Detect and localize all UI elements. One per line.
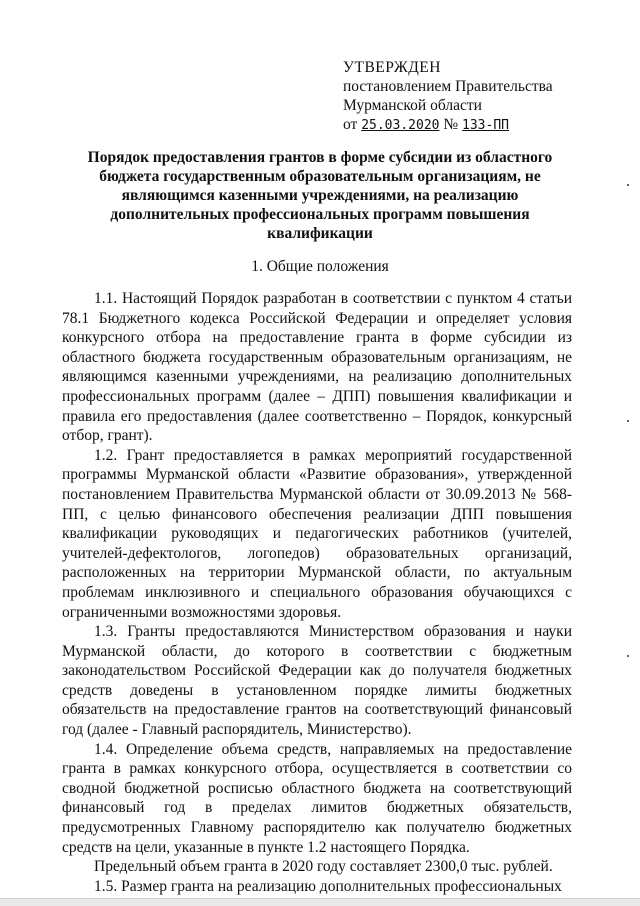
from-label: от (343, 116, 358, 133)
approval-number: 133-ПП (462, 118, 509, 133)
approval-line-1: постановлением Правительства (343, 78, 553, 95)
approval-date-line (343, 115, 603, 135)
paragraph-1-1: 1.1. Настоящий Порядок разработан в соответствии с пунктом 4 статьи 78.1 Бюджетного кодекса Российской Федерации и определяет условия конкурсного отбора на предоставление гранта в форме субсидии из областного бюджета государственным образовательным организациям, не являющимся казенными учреждениями, на реализацию дополнительных профессиональных программ (далее – ДПП) повышения квалификации и правила его предоставления (далее соответственно – Порядок, конкурсный отбор, грант). (62, 290, 572, 445)
approval-line-2: Мурманской области (343, 97, 482, 114)
paragraph-1-2: 1.2. Грант предоставляется в рамках мероприятий государственной программы Мурманской области «Развитие образования», утвержденной постановлением Правительства Мурманской области от 30.09.2013 № 568-ПП, с целью финансового обеспечения реализации ДПП повышения квалификации руководящих и педагогических работников (учителей, учителей-дефектологов, логопедов) образовательных организаций, расположенных на территории Мурманской области, по актуальным проблемам инклюзивного и специального образования обучающихся с ограниченными возможностями здоровья. (62, 446, 572, 621)
document-title: Порядок предоставления грантов в форме субсидии из областного бюджета государственным образовательным организациям, не являющимся казенными учреждениями, на реализацию дополнительных профессиональных программ повышения квалификации (87, 149, 553, 242)
paragraph-limit: Предельный объем гранта в 2020 году составляет 2300,0 тыс. рублей. (94, 858, 553, 876)
paragraph-1-4: 1.4. Определение объема средств, направляемых на предоставление гранта в рамках конкурсного отбора, осуществляется в соответствии со сводной бюджетной росписью областного бюджета на соответствующий финансовый год в пределах лимитов бюджетных обязательств, предусмотренных Главному распорядителю как получателю бюджетных средств на цели, указанные в пункте 1.2 настоящего Порядка. (62, 740, 572, 856)
section-heading: 1. Общие положения (251, 258, 389, 275)
paragraph-1-5: 1.5. Размер гранта на реализацию дополнительных профессиональных (94, 877, 562, 895)
approval-word: УТВЕРЖДЕН (343, 59, 441, 76)
approval-date: 25.03.2020 (361, 118, 440, 133)
number-label: № (443, 116, 459, 133)
approval-stamp (343, 58, 603, 135)
paragraph-1-3: 1.3. Гранты предоставляются Министерством образования и науки Мурманской области, до которого в соответствии с бюджетным законодательством Российской Федерации как до получателя бюджетных средств доведены в установленном порядке лимиты бюджетных обязательств на предоставление грантов на соответствующий финансовый год (далее - Главный распорядитель, Министерство). (62, 623, 572, 739)
scan-mark (627, 420, 629, 422)
document-body (62, 289, 572, 896)
scan-mark (627, 655, 629, 657)
scan-mark (627, 184, 629, 186)
